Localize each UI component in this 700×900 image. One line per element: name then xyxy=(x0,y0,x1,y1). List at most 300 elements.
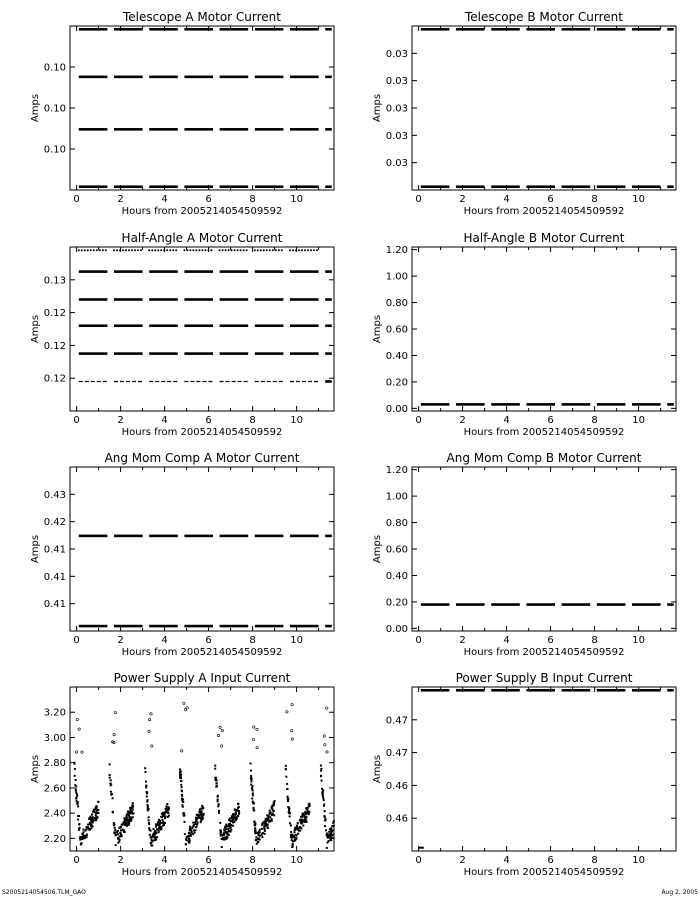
data-band xyxy=(597,28,626,31)
data-point xyxy=(229,823,231,825)
x-tick-label: 2 xyxy=(459,855,466,866)
data-point xyxy=(120,833,122,835)
data-band xyxy=(325,76,332,79)
data-band xyxy=(255,185,284,188)
x-tick-label: 4 xyxy=(503,855,510,866)
y-tick-label: 0.00 xyxy=(385,623,408,635)
data-point xyxy=(160,249,162,251)
data-point xyxy=(256,746,258,748)
data-point xyxy=(132,802,134,804)
data-point xyxy=(215,779,217,781)
data-point xyxy=(226,836,228,838)
data-point xyxy=(148,718,150,720)
y-tick-label: 0.41 xyxy=(43,599,66,611)
data-point xyxy=(292,836,294,838)
data-point xyxy=(162,819,164,821)
data-point xyxy=(302,813,304,815)
data-band xyxy=(456,185,485,188)
x-tick-label: 2 xyxy=(117,415,124,426)
data-point xyxy=(250,763,252,765)
data-point xyxy=(153,833,155,835)
chart-title: Ang Mom Comp A Motor Current xyxy=(104,451,300,465)
x-tick-label: 8 xyxy=(249,635,256,646)
y-tick-label: 0.03 xyxy=(385,130,408,142)
data-point xyxy=(122,249,124,251)
data-point xyxy=(144,767,146,769)
chart-8 xyxy=(372,671,676,878)
data-point xyxy=(288,809,290,811)
data-point xyxy=(322,797,324,799)
data-point xyxy=(185,843,187,845)
data-point xyxy=(323,799,325,801)
data-point xyxy=(330,832,332,834)
data-band xyxy=(325,298,332,301)
y-tick-label: 1.00 xyxy=(385,491,408,503)
data-point xyxy=(308,813,310,815)
data-band xyxy=(562,689,591,692)
data-point xyxy=(85,828,87,830)
data-band xyxy=(184,298,213,301)
data-point xyxy=(221,846,223,848)
y-tick-label: 0.60 xyxy=(385,324,408,336)
data-point xyxy=(321,780,323,782)
data-point xyxy=(298,249,300,251)
data-point xyxy=(128,816,130,818)
data-band xyxy=(597,185,626,188)
chart-title: Telescope A Motor Current xyxy=(123,10,281,24)
data-point xyxy=(254,829,256,831)
data-point xyxy=(298,827,300,829)
data-point xyxy=(218,812,220,814)
data-band xyxy=(632,603,661,606)
data-point xyxy=(300,827,302,829)
y-axis-label: Amps xyxy=(30,314,41,344)
chart-title: Half-Angle B Motor Current xyxy=(463,231,625,245)
data-point xyxy=(151,745,153,747)
data-point xyxy=(290,831,292,833)
data-point xyxy=(254,831,256,833)
data-point xyxy=(186,707,188,709)
y-axis-label: Amps xyxy=(372,754,383,784)
data-point xyxy=(236,809,238,811)
data-point xyxy=(217,805,219,807)
data-point xyxy=(294,834,296,836)
data-point xyxy=(255,836,257,838)
data-band xyxy=(79,625,108,628)
data-point xyxy=(183,821,185,823)
data-point xyxy=(148,730,150,732)
data-point xyxy=(92,811,94,813)
data-point xyxy=(218,803,220,805)
data-point xyxy=(228,830,230,832)
data-point xyxy=(160,826,162,828)
x-tick-label: 0 xyxy=(415,194,422,205)
data-band xyxy=(562,28,591,31)
data-point xyxy=(217,800,219,802)
data-point xyxy=(126,823,128,825)
data-point xyxy=(261,823,263,825)
data-point xyxy=(324,825,326,827)
x-tick-label: 4 xyxy=(161,415,168,426)
data-point xyxy=(180,774,182,776)
data-point xyxy=(75,800,77,802)
x-axis-label: Hours from 2005214054509592 xyxy=(121,427,283,438)
data-band xyxy=(632,689,661,692)
chart-title: Telescope B Motor Current xyxy=(464,10,624,24)
data-point xyxy=(148,827,150,829)
data-point xyxy=(286,788,288,790)
data-band xyxy=(597,689,626,692)
data-point xyxy=(156,836,158,838)
data-band xyxy=(149,298,178,301)
data-point xyxy=(78,728,80,730)
data-point xyxy=(140,249,142,251)
data-point xyxy=(246,249,248,251)
data-point xyxy=(252,790,254,792)
data-point xyxy=(287,806,289,808)
data-point xyxy=(286,783,288,785)
data-point xyxy=(328,831,330,833)
data-point xyxy=(289,822,291,824)
data-point xyxy=(272,812,274,814)
data-point xyxy=(266,819,268,821)
data-point xyxy=(87,249,89,251)
data-point xyxy=(297,833,299,835)
data-point xyxy=(157,249,159,251)
x-tick-label: 6 xyxy=(205,194,212,205)
data-point xyxy=(214,777,216,779)
data-point xyxy=(181,786,183,788)
data-point xyxy=(128,824,130,826)
data-point xyxy=(265,825,267,827)
data-point xyxy=(219,726,221,728)
data-band xyxy=(325,128,332,131)
data-point xyxy=(155,823,157,825)
data-point xyxy=(254,824,256,826)
data-point xyxy=(118,841,120,843)
data-band xyxy=(526,689,555,692)
data-point xyxy=(195,823,197,825)
data-point xyxy=(329,828,331,830)
data-point xyxy=(150,842,152,844)
data-point xyxy=(183,702,185,704)
data-band xyxy=(184,128,213,131)
data-point xyxy=(144,771,146,773)
y-tick-label: 1.00 xyxy=(385,271,408,283)
data-point xyxy=(310,249,312,251)
data-point xyxy=(183,815,185,817)
data-point xyxy=(305,816,307,818)
data-band xyxy=(220,28,249,31)
x-tick-label: 6 xyxy=(547,194,554,205)
data-point xyxy=(295,838,297,840)
data-point xyxy=(110,793,112,795)
data-point xyxy=(189,826,191,828)
data-band xyxy=(325,352,332,355)
data-point xyxy=(236,818,238,820)
data-point xyxy=(114,829,116,831)
data-point xyxy=(114,827,116,829)
plot-frame xyxy=(412,467,676,631)
data-band xyxy=(79,128,108,131)
data-point xyxy=(316,249,318,251)
data-point xyxy=(74,768,76,770)
chart-title: Power Supply B Input Current xyxy=(455,671,633,685)
data-band xyxy=(220,185,249,188)
data-band xyxy=(491,185,520,188)
data-point xyxy=(267,815,269,817)
y-tick-label: 2.60 xyxy=(43,783,66,795)
data-point xyxy=(301,822,303,824)
data-point xyxy=(272,249,274,251)
chart-7 xyxy=(30,671,335,878)
data-point xyxy=(285,776,287,778)
data-point xyxy=(180,750,182,752)
data-band xyxy=(184,352,213,355)
data-point xyxy=(295,249,297,251)
data-point xyxy=(264,833,266,835)
data-band xyxy=(421,28,450,31)
data-point xyxy=(222,838,224,840)
data-band xyxy=(421,185,450,188)
data-point xyxy=(179,771,181,773)
data-band xyxy=(421,603,450,606)
data-point xyxy=(294,829,296,831)
x-tick-label: 6 xyxy=(547,415,554,426)
data-point xyxy=(285,768,287,770)
x-axis-label: Hours from 2005214054509592 xyxy=(463,647,625,658)
data-band xyxy=(325,324,332,327)
data-point xyxy=(181,798,183,800)
data-point xyxy=(419,847,424,849)
data-point xyxy=(263,827,265,829)
data-point xyxy=(326,751,328,753)
data-point xyxy=(183,249,185,251)
data-band xyxy=(562,185,591,188)
data-point xyxy=(175,249,177,251)
data-point xyxy=(133,812,135,814)
data-point xyxy=(225,249,227,251)
x-tick-label: 8 xyxy=(249,415,256,426)
data-band xyxy=(79,76,108,79)
data-point xyxy=(81,751,83,753)
data-point xyxy=(78,829,80,831)
data-point xyxy=(98,812,100,814)
x-tick-label: 2 xyxy=(459,194,466,205)
data-point xyxy=(264,823,266,825)
data-point xyxy=(126,818,128,820)
data-point xyxy=(228,825,230,827)
plot-frame xyxy=(412,687,676,851)
y-tick-label: 0.20 xyxy=(385,377,408,389)
data-band xyxy=(290,535,319,538)
data-band xyxy=(325,625,332,628)
chart-title: Half-Angle A Motor Current xyxy=(121,231,283,245)
data-point xyxy=(150,830,152,832)
data-band xyxy=(491,689,520,692)
data-point xyxy=(122,829,124,831)
y-axis-label: Amps xyxy=(372,314,383,344)
data-point xyxy=(146,795,148,797)
data-point xyxy=(187,840,189,842)
y-tick-label: 0.03 xyxy=(385,76,408,88)
data-point xyxy=(320,765,322,767)
data-point xyxy=(322,791,324,793)
data-point xyxy=(253,726,255,728)
data-point xyxy=(128,249,130,251)
data-point xyxy=(237,249,239,251)
data-point xyxy=(273,810,275,812)
y-tick-label: 0.46 xyxy=(385,780,408,792)
data-point xyxy=(250,777,252,779)
data-band xyxy=(149,76,178,79)
x-tick-label: 0 xyxy=(73,194,80,205)
x-tick-label: 10 xyxy=(632,855,645,866)
data-point xyxy=(182,806,184,808)
data-point xyxy=(297,822,299,824)
y-tick-label: 0.47 xyxy=(385,715,408,727)
data-band xyxy=(149,270,178,273)
data-point xyxy=(164,817,166,819)
data-point xyxy=(326,842,328,844)
data-point xyxy=(261,828,263,830)
data-point xyxy=(199,813,201,815)
data-point xyxy=(289,249,291,251)
data-point xyxy=(75,779,77,781)
data-point xyxy=(230,831,232,833)
x-axis-label: Hours from 2005214054509592 xyxy=(463,206,625,217)
data-point xyxy=(223,830,225,832)
data-band xyxy=(114,270,143,273)
data-point xyxy=(257,834,259,836)
data-band xyxy=(632,185,661,188)
data-point xyxy=(127,820,129,822)
data-point xyxy=(330,839,332,841)
x-tick-label: 0 xyxy=(415,635,422,646)
data-point xyxy=(259,829,261,831)
data-band xyxy=(491,28,520,31)
y-tick-label: 0.80 xyxy=(385,518,408,530)
data-point xyxy=(188,837,190,839)
y-tick-label: 0.43 xyxy=(43,489,66,501)
x-tick-label: 10 xyxy=(290,415,303,426)
data-point xyxy=(257,838,259,840)
data-point xyxy=(158,827,160,829)
data-point xyxy=(182,801,184,803)
data-point xyxy=(237,803,239,805)
data-point xyxy=(228,819,230,821)
chart-title: Power Supply A Input Current xyxy=(113,671,291,685)
data-point xyxy=(232,816,234,818)
data-point xyxy=(165,810,167,812)
data-point xyxy=(300,816,302,818)
data-point xyxy=(261,833,263,835)
data-point xyxy=(81,249,83,251)
y-tick-label: 0.40 xyxy=(385,350,408,362)
data-point xyxy=(73,763,75,765)
x-tick-label: 0 xyxy=(73,855,80,866)
data-band xyxy=(184,185,213,188)
data-point xyxy=(192,249,194,251)
data-point xyxy=(113,823,115,825)
y-tick-label: 0.12 xyxy=(43,308,66,320)
data-point xyxy=(127,814,129,816)
data-point xyxy=(166,249,168,251)
data-point xyxy=(220,831,222,833)
data-point xyxy=(271,808,273,810)
y-tick-label: 0.03 xyxy=(385,103,408,115)
data-point xyxy=(195,826,197,828)
x-tick-label: 10 xyxy=(290,855,303,866)
data-point xyxy=(291,738,293,740)
data-point xyxy=(217,734,219,736)
data-point xyxy=(225,831,227,833)
data-point xyxy=(214,765,216,767)
x-tick-label: 6 xyxy=(205,415,212,426)
data-band xyxy=(526,603,555,606)
x-tick-label: 2 xyxy=(117,855,124,866)
data-point xyxy=(199,810,201,812)
data-point xyxy=(97,817,99,819)
data-band xyxy=(79,298,108,301)
data-point xyxy=(228,249,230,251)
data-point xyxy=(147,807,149,809)
y-tick-label: 3.00 xyxy=(43,732,66,744)
data-point xyxy=(296,825,298,827)
data-band xyxy=(456,403,485,406)
data-band xyxy=(456,603,485,606)
data-point xyxy=(225,828,227,830)
y-tick-label: 0.12 xyxy=(43,373,66,385)
data-point xyxy=(266,249,268,251)
y-tick-label: 1.20 xyxy=(385,245,408,257)
data-band xyxy=(79,270,108,273)
data-point xyxy=(80,842,82,844)
chart-2 xyxy=(372,10,676,217)
data-point xyxy=(92,816,94,818)
data-point xyxy=(233,813,235,815)
data-band xyxy=(184,625,213,628)
data-point xyxy=(89,823,91,825)
data-band xyxy=(597,603,626,606)
data-band xyxy=(290,270,319,273)
data-point xyxy=(95,819,97,821)
data-point xyxy=(93,809,95,811)
data-point xyxy=(74,775,76,777)
data-point xyxy=(323,735,325,737)
data-point xyxy=(236,816,238,818)
x-tick-label: 2 xyxy=(117,194,124,205)
x-tick-label: 8 xyxy=(249,855,256,866)
x-tick-label: 4 xyxy=(161,855,168,866)
data-point xyxy=(256,843,258,845)
data-point xyxy=(78,827,80,829)
data-point xyxy=(172,249,174,251)
data-point xyxy=(216,782,218,784)
data-band xyxy=(114,324,143,327)
data-point xyxy=(78,824,80,826)
data-point xyxy=(134,249,136,251)
plot-frame xyxy=(70,687,334,851)
data-band xyxy=(184,270,213,273)
data-point xyxy=(157,821,159,823)
data-point xyxy=(225,826,227,828)
data-band xyxy=(667,28,674,31)
data-point xyxy=(235,813,237,815)
data-point xyxy=(119,249,121,251)
data-band xyxy=(79,324,108,327)
y-tick-label: 0.60 xyxy=(385,544,408,556)
